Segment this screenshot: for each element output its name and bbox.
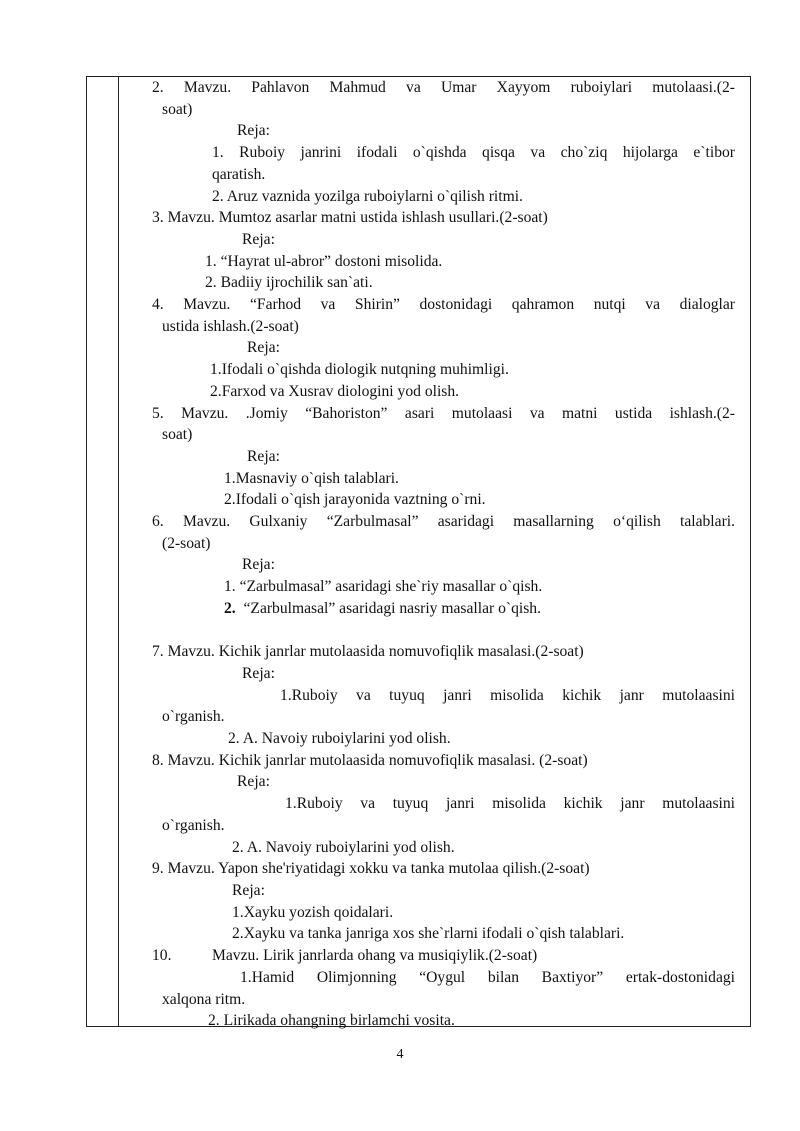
topic-3-plan-label: Reja: xyxy=(242,230,275,248)
topic-10-plan-item-1: 1.Hamid Olimjonning “Oygul bilan Baxtiyor” ertak-dostonidagi xyxy=(240,968,735,986)
topic-9-plan-label: Reja: xyxy=(232,882,265,899)
topic-2-plan-item-2: 2. Aruz vaznida yozilga ruboiylarni o`qilish ritmi. xyxy=(212,187,523,205)
topic-7-plan-item-2: 2. A. Navoiy ruboiylarini yod olish. xyxy=(228,730,451,748)
blank-line xyxy=(152,620,735,642)
topic-3-heading: 3. Mavzu. Mumtoz asarlar matni ustida ishlash usullari.(2-soat) xyxy=(152,209,548,227)
topic-10-heading xyxy=(152,945,735,967)
topic-2-plan-label: Reja: xyxy=(237,122,270,140)
topic-4-heading-cont: ustida ishlash.(2-soat) xyxy=(162,317,299,335)
topic-10-plan-item-1-cont: xalqona ritm. xyxy=(162,990,246,1008)
topic-2-heading: 2. Mavzu. Pahlavon Mahmud va Umar Xayyom ruboiylari mutolaasi.(2- xyxy=(152,79,735,96)
topic-2-plan-item-1: 1. Ruboiy janrini ifodali o`qishda qisqa va cho`ziq hijolarga e`tibor xyxy=(212,144,735,162)
topic-10-number: 10. xyxy=(152,947,172,965)
topic-9-plan-item-2: 2.Xayku va tanka janriga xos she`rlarni ifodali o`qish talablari. xyxy=(232,925,625,943)
topic-6-plan-label: Reja: xyxy=(242,556,275,574)
topic-6-heading-cont: (2-soat) xyxy=(162,534,211,552)
topic-2-plan-item-1-cont: qaratish. xyxy=(212,165,266,183)
topic-4-plan-label: Reja: xyxy=(247,339,280,357)
topic-3-plan-item-2: 2. Badiiy ijrochilik san`ati. xyxy=(205,274,373,292)
topic-4-heading: 4. Mavzu. “Farhod va Shirin” dostonidagi qahramon nutqi va dialoglar xyxy=(152,296,735,314)
topic-7-plan-label: Reja: xyxy=(242,664,275,682)
topic-5-heading-cont: soat) xyxy=(162,426,193,444)
topic-8-plan-item-1: 1.Ruboiy va tuyuq janri misolida kichik janr mutolaasini xyxy=(285,795,735,813)
topic-6-plan-item-2-number: 2. xyxy=(224,599,236,617)
topic-4-plan-item-2: 2.Farxod va Xusrav diologini yod olish. xyxy=(210,382,460,400)
topic-7-heading: 7. Mavzu. Kichik janrlar mutolaasida nomuvofiqlik masalasi.(2-soat) xyxy=(152,643,584,661)
syllabus-content xyxy=(152,77,735,1032)
topic-5-plan-item-1: 1.Masnaviy o`qish talablari. xyxy=(224,469,399,487)
topic-3-plan-item-1: 1. “Hayrat ul-abror” dostoni misolida. xyxy=(205,252,443,270)
topic-8-plan-item-1-cont: o`rganish. xyxy=(162,816,225,834)
table-column-divider xyxy=(118,76,119,1027)
topic-5-plan-label: Reja: xyxy=(247,447,280,465)
topic-5-plan-item-2: 2.Ifodali o`qish jarayonida vaztning o`rni. xyxy=(224,491,486,509)
topic-6-heading: 6. Mavzu. Gulxaniy “Zarbulmasal” asaridagi masallarning o‘qilish talablari. xyxy=(152,513,735,531)
topic-7-plan-item-1-cont: o`rganish. xyxy=(162,708,225,726)
topic-6-plan-item-2-text: “Zarbulmasal” asaridagi nasriy masallar o`qish. xyxy=(235,599,541,617)
topic-8-plan-item-2: 2. A. Navoiy ruboiylarini yod olish. xyxy=(232,838,455,856)
topic-2-heading-cont: soat) xyxy=(162,100,193,118)
topic-5-heading: 5. Mavzu. .Jomiy “Bahoriston” asari mutolaasi va matni ustida ishlash.(2- xyxy=(152,404,735,422)
topic-6-plan-item-2 xyxy=(152,598,735,620)
topic-9-plan-item-1: 1.Xayku yozish qoidalari. xyxy=(232,903,394,921)
topic-10-plan-item-2: 2. Lirikada ohangning birlamchi vosita. xyxy=(208,1012,455,1030)
topic-8-plan-label: Reja: xyxy=(237,773,270,791)
topic-4-plan-item-1: 1.Ifodali o`qishda diologik nutqning muhimligi. xyxy=(210,361,509,379)
page-number: 4 xyxy=(396,1047,404,1062)
topic-6-plan-item-1: 1. “Zarbulmasal” asaridagi she`riy masallar o`qish. xyxy=(224,578,543,596)
topic-8-heading: 8. Mavzu. Kichik janrlar mutolaasida nomuvofiqlik masalasi. (2-soat) xyxy=(152,751,588,769)
topic-7-plan-item-1: 1.Ruboiy va tuyuq janri misolida kichik janr mutolaasini xyxy=(280,686,735,704)
topic-9-heading: 9. Mavzu. Yapon she'riyatidagi xokku va tanka mutolaa qilish.(2-soat) xyxy=(152,860,590,878)
topic-10-title: Mavzu. Lirik janrlarda ohang va musiqiylik.(2-soat) xyxy=(212,947,538,965)
